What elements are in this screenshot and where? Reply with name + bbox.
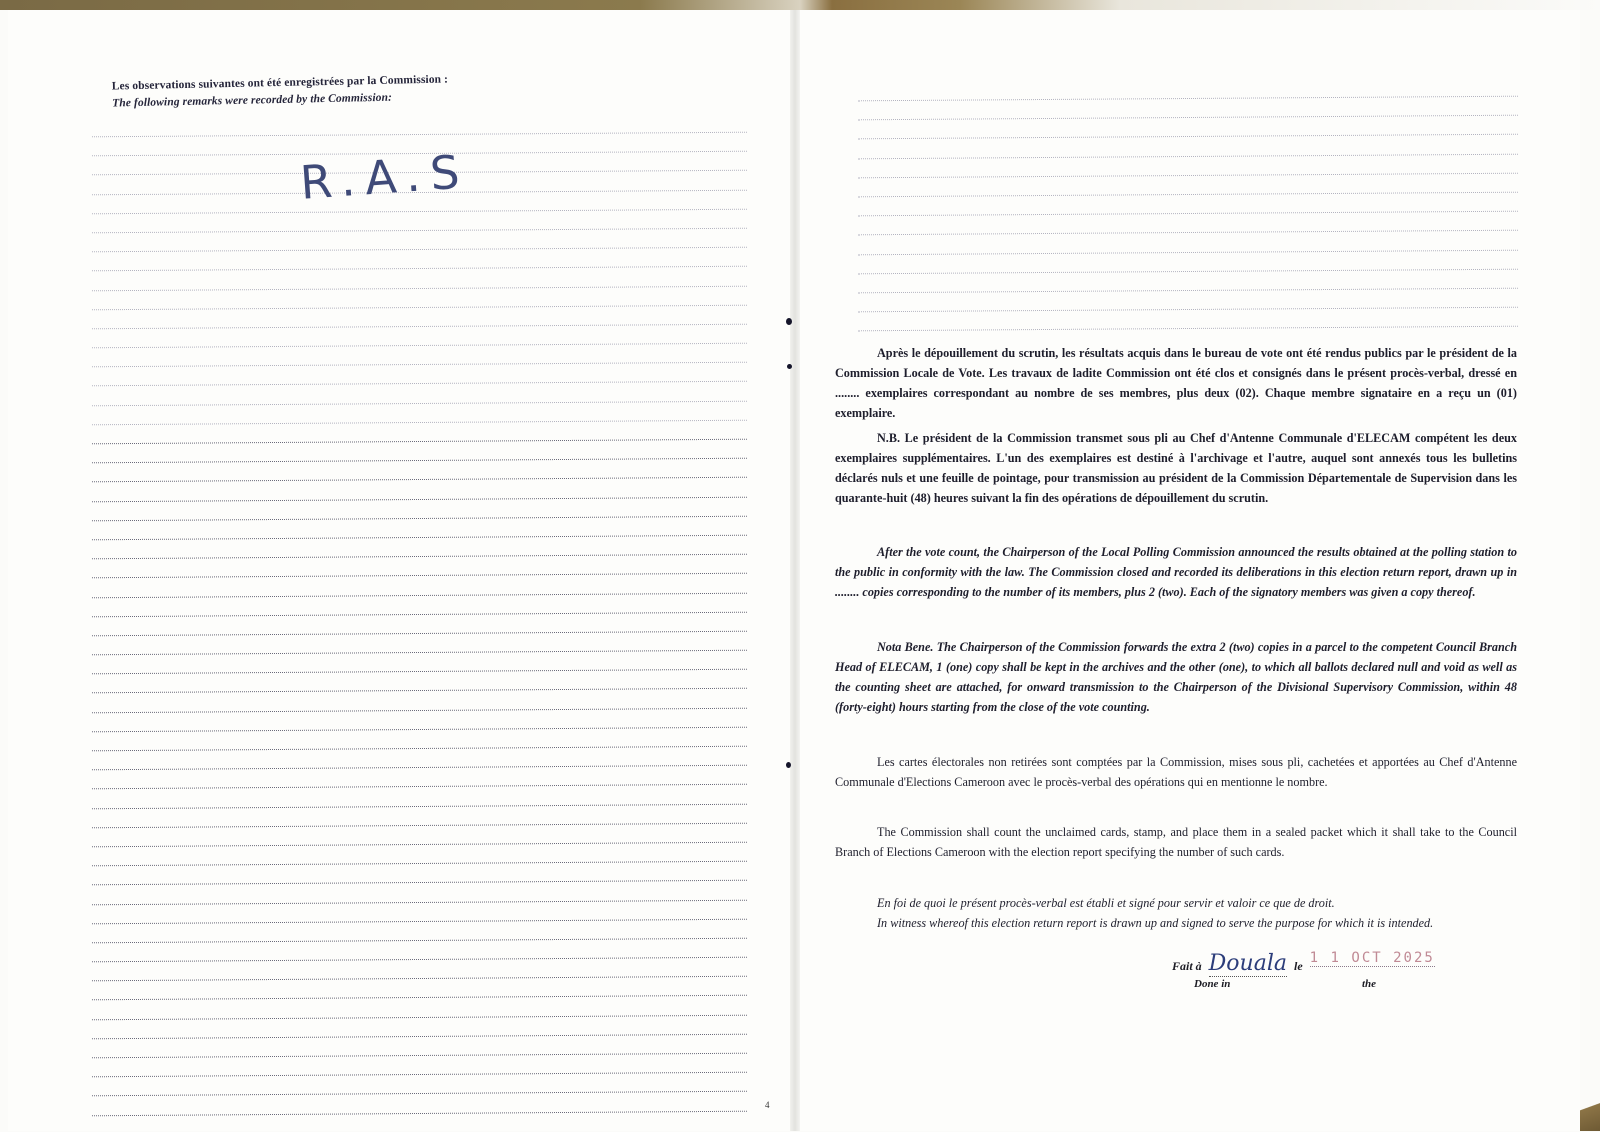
dotted-line xyxy=(858,230,1518,236)
paragraph-cards-fr: Les cartes électorales non retirées sont comptées par la Commission, mises sous pli, cachetées et apportées au Chef d'Antenne Communale d'Elections Cameroon avec le procès-verbal des opérations qui en mentionne le nombre. xyxy=(835,755,1517,789)
dotted-line xyxy=(858,192,1518,198)
paragraph-nb-fr: N.B. Le président de la Commission transmet sous pli au Chef d'Antenne Communale d'ELECAM compétent les deux exemplaires supplémentaires. L'un des exemplaires est destiné à l'archivage et l'autre, auquel sont annexés tous les bulletins déclarés nuls et une feuille de pointage, pour transmission au président de la Commission Départementale de Supervision dans les quarante-huit (48) heures suivant la fin des opérations de dépouillement du scrutin. xyxy=(835,431,1517,505)
paragraph-results-fr: Après le dépouillement du scrutin, les résultats acquis dans le bureau de vote ont été rendus publics par le président de la Commission Locale de Vote. Les travaux de ladite Commission ont été clos et consignés dans le présent procès-verbal, dressé en ........ exemplaires correspondant au nombre de ses membres, plus deux (02). Chaque membre signataire en a reçu un (01) exemplaire. xyxy=(835,346,1517,420)
dotted-line xyxy=(858,172,1518,178)
dotted-line xyxy=(858,211,1518,217)
continued-dotted-lines xyxy=(858,98,1518,347)
dotted-line xyxy=(858,268,1518,274)
dotted-line xyxy=(92,1072,747,1078)
dotted-line xyxy=(92,496,747,502)
dotted-line xyxy=(92,880,747,886)
date-label: le xyxy=(1294,959,1303,973)
place-handwritten: Douala xyxy=(1208,951,1287,976)
dotted-line xyxy=(92,727,747,733)
dotted-line xyxy=(858,134,1518,140)
dotted-line xyxy=(92,669,747,675)
dotted-line xyxy=(92,285,747,291)
dotted-line xyxy=(92,995,747,1001)
dotted-line xyxy=(858,153,1518,159)
paragraph-cards-en: The Commission shall count the unclaimed cards, stamp, and place them in a sealed packet which it shall take to the Council Branch of Elections Cameroon with the election report specifying the number of such cards. xyxy=(835,825,1517,859)
book-gutter xyxy=(790,10,800,1131)
place-label: Fait à xyxy=(1172,959,1202,973)
handwritten-remark: R.A.S xyxy=(298,144,472,210)
dotted-line xyxy=(92,362,747,368)
dotted-line xyxy=(92,439,747,445)
dotted-line xyxy=(92,899,747,905)
dotted-line xyxy=(92,535,747,541)
remarks-heading xyxy=(112,71,449,112)
dotted-line xyxy=(92,631,747,637)
dotted-line xyxy=(92,957,747,963)
dotted-line xyxy=(92,650,747,656)
dotted-line xyxy=(92,208,747,214)
witness-fr: En foi de quoi le présent procès-verbal est établi et signé pour servir et valoir ce que de droit. xyxy=(877,896,1335,910)
nota-bene-label: Nota Bene xyxy=(877,640,931,654)
dotted-line xyxy=(92,1091,747,1097)
table-background-top xyxy=(0,0,1600,10)
dotted-line xyxy=(858,326,1518,332)
dotted-line xyxy=(92,343,747,349)
dotted-line xyxy=(92,592,747,598)
nb-label: N.B. xyxy=(877,431,901,445)
dotted-line xyxy=(92,458,747,464)
dotted-line xyxy=(92,918,747,924)
dotted-line xyxy=(92,515,747,521)
dotted-line xyxy=(92,861,747,867)
dotted-line xyxy=(92,688,747,694)
date-stamp: 1 1 OCT 2025 xyxy=(1309,950,1435,966)
page-number: 4 xyxy=(765,1100,770,1110)
paragraph-nota-bene-en: Nota Bene. The Chairperson of the Commission forwards the extra 2 (two) copies in a parcel to the competent Council Branch Head of ELECAM, 1 (one) copy shall be kept in the archives and the other (one), to which all ballots declared null and void as well as the counting sheet are attached, for onward transmission to the Chairperson of the Divisional Supervisory Commission, within 48 (forty-eight) hours starting from the close of the vote counting. xyxy=(835,640,1517,714)
dotted-line xyxy=(92,1053,747,1059)
remarks-dotted-lines xyxy=(92,134,747,1132)
dotted-line xyxy=(92,822,747,828)
dotted-line xyxy=(92,1034,747,1040)
dotted-line xyxy=(92,324,747,330)
binding-hole-marker xyxy=(786,762,791,768)
dotted-line xyxy=(92,400,747,406)
binding-hole-marker xyxy=(787,364,792,369)
dotted-line xyxy=(92,842,747,848)
dotted-line xyxy=(858,307,1518,313)
dotted-line xyxy=(92,381,747,387)
dotted-line xyxy=(858,288,1518,294)
signature-block xyxy=(1172,950,1435,990)
dotted-line xyxy=(92,554,747,560)
date-label-en: the xyxy=(1362,978,1377,990)
dotted-line xyxy=(92,304,747,310)
dotted-line xyxy=(92,573,747,579)
paragraph-witness xyxy=(835,893,1517,933)
dotted-line xyxy=(92,1110,747,1116)
remarks-heading-en: The following remarks were recorded by the Commission: xyxy=(112,91,393,110)
dotted-line xyxy=(92,266,747,272)
dotted-line xyxy=(858,249,1518,255)
place-label-en: Done in xyxy=(1194,978,1231,990)
dotted-line xyxy=(92,938,747,944)
binding-hole-marker xyxy=(786,318,792,325)
dotted-line xyxy=(92,1014,747,1020)
dotted-line xyxy=(92,420,747,426)
dotted-line xyxy=(858,115,1518,121)
dotted-line xyxy=(92,803,747,809)
dotted-line xyxy=(92,746,747,752)
paragraph-results-en: After the vote count, the Chairperson of the Local Polling Commission announced the results obtained at the polling station to the public in conformity with the law. The Commission closed and recorded its deliberations in this election return report, drawn up in ........ copies corresponding to the number of its members, plus 2 (two). Each of the signatory members was given a copy thereof. xyxy=(835,545,1517,599)
witness-en: In witness whereof this election return report is drawn up and signed to serve the purpose for which it is intended. xyxy=(877,916,1434,930)
remarks-heading-fr: Les observations suivantes ont été enregistrées par la Commission : xyxy=(111,73,449,93)
dotted-line xyxy=(92,247,747,253)
dotted-line xyxy=(92,976,747,982)
dotted-line xyxy=(92,784,747,790)
dotted-line xyxy=(92,765,747,771)
dotted-line xyxy=(92,477,747,483)
dotted-line xyxy=(92,228,747,234)
dotted-line xyxy=(92,707,747,713)
dotted-line xyxy=(92,611,747,617)
